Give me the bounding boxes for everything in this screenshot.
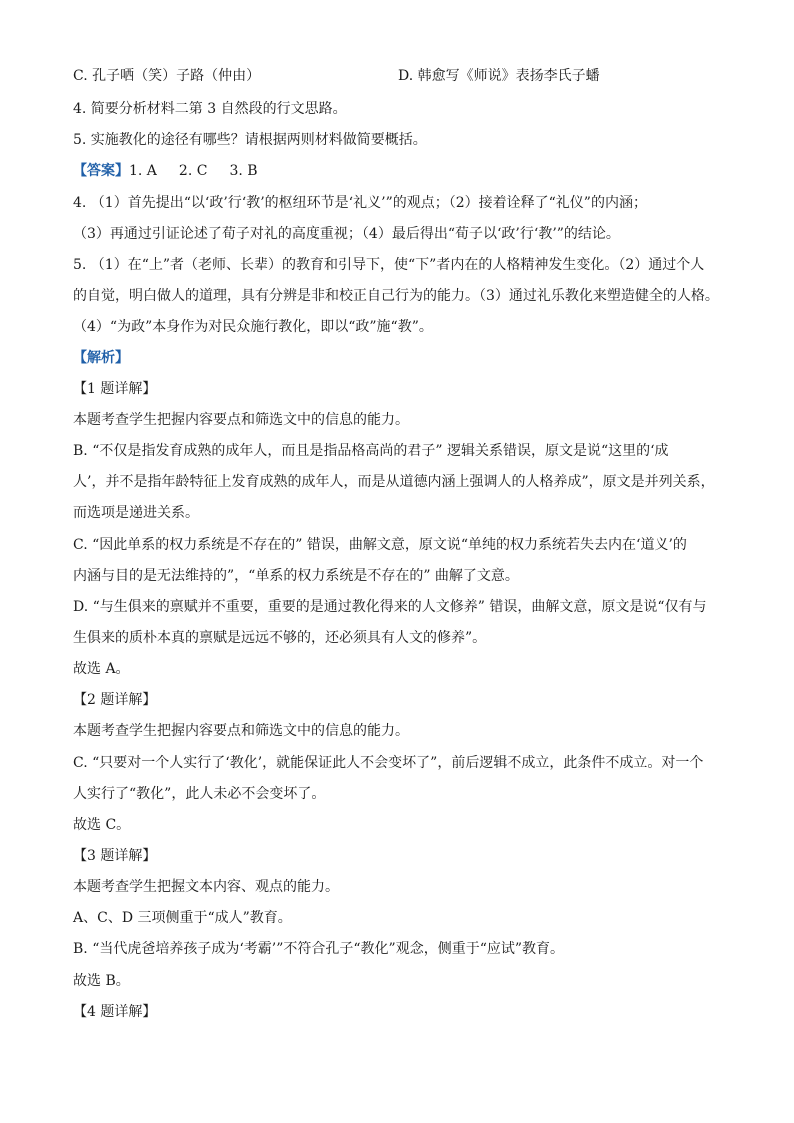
option-d: D. 韩愈写《师说》表扬李氏子蟠	[398, 68, 600, 84]
answer-label: 【答案】	[73, 163, 129, 179]
answer-q4-line: 4. （1）首先提出“以‘政’行‘教’的枢纽环节是‘礼义’”的观点；（2）接着诠释了“礼仪”的内涵；	[73, 195, 647, 211]
answer-q4-line: （3）再通过引证论述了荀子对礼的高度重视；（4）最后得出“荀子以‘政’行‘教’”的结论。	[73, 226, 620, 242]
question-5: 5. 实施教化的途径有哪些？请根据两则材料做简要概括。	[73, 132, 427, 148]
q1-line: 生俱来的质朴本真的禀赋是远远不够的，还必须具有人文的修养”。	[73, 630, 487, 646]
q1-line: C. “因此单系的权力系统是不存在的” 错误，曲解文意，原文说“单纯的权力系统若失去内在‘道义’的	[73, 537, 687, 553]
q2-heading: 【2 题详解】	[73, 692, 157, 708]
option-c: C. 孔子哂（笑）子路（仲由）	[73, 68, 261, 84]
q1-line: 而选项是递进关系。	[73, 505, 199, 521]
q3-line: A、C、D 三项侧重于“成人”教育。	[73, 910, 292, 926]
answer-choice-3: 3. B	[229, 163, 258, 179]
q3-conclusion: 故选 B。	[73, 973, 130, 989]
q2-conclusion: 故选 C。	[73, 817, 131, 833]
q3-line: 本题考查学生把握文本内容、观点的能力。	[73, 879, 339, 895]
q1-line: 人’，并不是指年龄特征上发育成熟的成年人，而是从道德内涵上强调人的人格养成”，原文是并列关系，	[73, 474, 715, 490]
analysis-label: 【解析】	[73, 350, 129, 366]
answer-choice-2: 2. C	[178, 163, 208, 179]
q1-line: D. “与生俱来的禀赋并不重要，重要的是通过教化得来的人文修养” 错误，曲解文意，原文是说“仅有与	[73, 599, 707, 615]
answer-row	[73, 163, 733, 179]
q1-line: B. “不仅是指发育成熟的成年人，而且是指品格高尚的君子” 逻辑关系错误，原文是说“这里的‘成	[73, 443, 669, 459]
q2-line: C. “只要对一个人实行了‘教化’，就能保证此人不会变坏了”，前后逻辑不成立，此条件不成立。对一个	[73, 755, 704, 771]
answer-q5-line: 的自觉，明白做人的道理，具有分辨是非和校正自己行为的能力。（3）通过礼乐教化来塑造健全的人格。	[73, 288, 719, 304]
q2-line: 本题考查学生把握内容要点和筛选文中的信息的能力。	[73, 723, 409, 739]
answer-q5-line: （4）“为政”本身作为对民众施行教化，即以“政”施“教”。	[73, 319, 433, 335]
q2-line: 人实行了“教化”，此人未必不会变坏了。	[73, 786, 326, 802]
q3-line: B. “当代虎爸培养孩子成为‘考霸’”不符合孔子“教化”观念，侧重于“应试”教育。	[73, 941, 565, 957]
answer-choice-1: 1. A	[129, 163, 157, 179]
q1-line: 本题考查学生把握内容要点和筛选文中的信息的能力。	[73, 412, 409, 428]
q4-heading: 【4 题详解】	[73, 1004, 157, 1020]
question-4: 4. 简要分析材料二第 3 自然段的行文思路。	[73, 101, 347, 117]
q1-heading: 【1 题详解】	[73, 381, 157, 397]
q1-line: 内涵与目的是无法维持的”，“单系的权力系统是不存在的” 曲解了文意。	[73, 568, 519, 584]
q1-conclusion: 故选 A。	[73, 661, 130, 677]
answer-q5-line: 5. （1）在“上”者（老师、长辈）的教育和引导下，使“下”者内在的人格精神发生变化。（2）通过个人	[73, 257, 705, 273]
q3-heading: 【3 题详解】	[73, 848, 157, 864]
